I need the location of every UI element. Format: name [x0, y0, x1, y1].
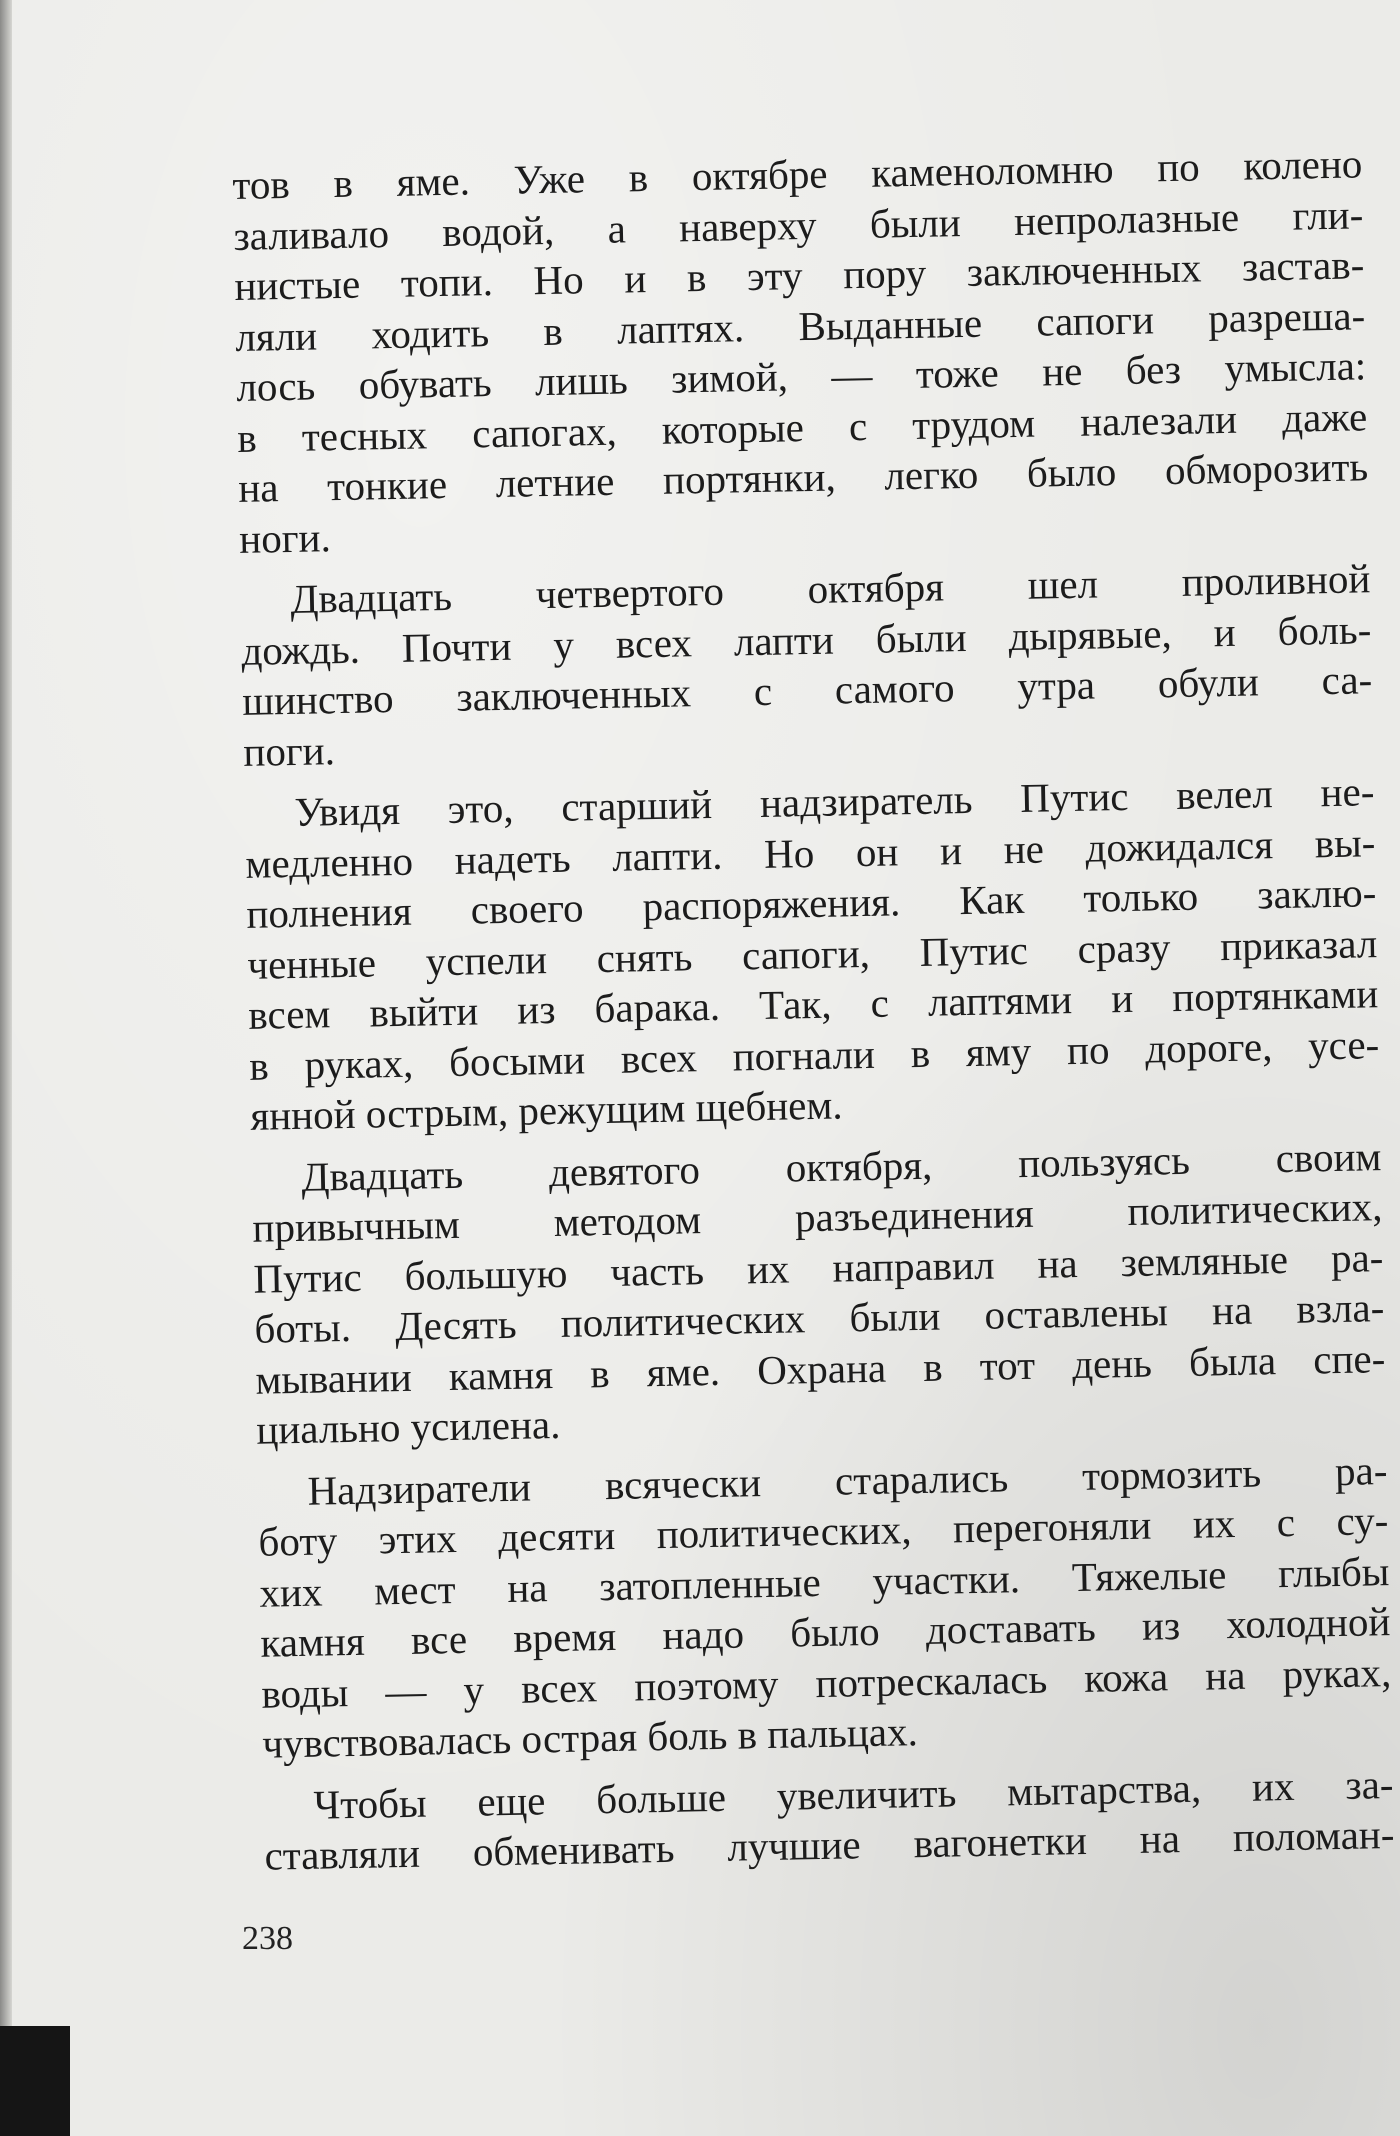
- paragraph: [251, 1131, 1387, 1456]
- text-line: Надзиратели всячески старались тормозить ра-: [307, 1446, 1388, 1514]
- text-line: чувствовалась острая боль в пальцах.: [261, 1708, 919, 1767]
- text-line: привычным методом разъединения политических,: [252, 1183, 1383, 1251]
- text-line: воды — у всех поэтому потрескалась кожа на руках,: [260, 1648, 1392, 1717]
- paragraph: [240, 553, 1374, 777]
- text-line: мывании камня в яме. Охрана в тот день была спе-: [254, 1334, 1386, 1403]
- text-line: на тонкие летние портянки, легко было обморозить: [237, 443, 1369, 511]
- text-line: шинство заключенных с самого утра обули са-: [241, 656, 1373, 724]
- text-line: Двадцать девятого октября, пользуясь своим: [301, 1132, 1382, 1200]
- text-line: Путис большую часть их направил на земляные ра-: [253, 1233, 1384, 1302]
- text-line: янной острым, режущим щебнем.: [249, 1081, 843, 1139]
- text-line: медленно надеть лапти. Но он и не дожидался вы-: [245, 818, 1376, 887]
- text-line: дождь. Почти у всех лапти были дырявые, и боль-: [240, 605, 1372, 674]
- paragraph: [263, 1759, 1395, 1882]
- text-line: Увидя это, старший надзиратель Путис велел не-: [294, 768, 1375, 835]
- text-line: лось обувать лишь зимой, — тоже не без умысла:: [235, 342, 1367, 410]
- paragraph: [244, 766, 1381, 1141]
- text-line: Чтобы еще больше увеличить мытарства, их за-: [313, 1760, 1394, 1828]
- text-line: Двадцать четвертого октября шел проливной: [289, 555, 1371, 622]
- text-line: в тесных сапогах, которые с трудом налезали даже: [236, 392, 1368, 461]
- text-line: заливало водой, а наверху были непролазные гли-: [233, 190, 1364, 259]
- text-line: камня все время надо было доставать из холодной: [260, 1598, 1391, 1666]
- paragraph: [257, 1445, 1393, 1770]
- text-line: хих мест на затопленные участки. Тяжелые глыбы: [259, 1547, 1390, 1616]
- text-line: ченные успели снять сапоги, Путис сразу приказал: [247, 919, 1378, 988]
- text-line: в руках, босыми всех погнали в яму по дороге, усе-: [248, 1020, 1380, 1089]
- page-binding-edge: [0, 0, 12, 2136]
- scan-corner-mark: [0, 2026, 70, 2136]
- text-line: боту этих десяти политических, перегоняли их с су-: [258, 1497, 1389, 1565]
- text-line: тов в яме. Уже в октябре каменоломню по колено: [232, 140, 1363, 208]
- text-line: ноги.: [238, 513, 332, 562]
- body-text: [232, 138, 1395, 1881]
- text-line: нистые топи. Но и в эту пору заключенных застав-: [233, 241, 1365, 309]
- text-line: боты. Десять политических были оставлены на взла-: [254, 1284, 1385, 1352]
- text-line: ляли ходить в лаптях. Выданные сапоги разреша-: [234, 291, 1366, 360]
- page-number: 238: [242, 1920, 293, 1957]
- text-line: всем выйти из барака. Так, с лаптями и портянками: [247, 970, 1379, 1038]
- text-line: ставляли обменивать лучшие вагонетки на поломан-: [264, 1810, 1395, 1879]
- paragraph: [232, 138, 1370, 564]
- text-line: поги.: [242, 726, 336, 775]
- text-line: циально усилена.: [255, 1400, 561, 1453]
- text-line: полнения своего распоряжения. Как только заклю-: [246, 869, 1377, 937]
